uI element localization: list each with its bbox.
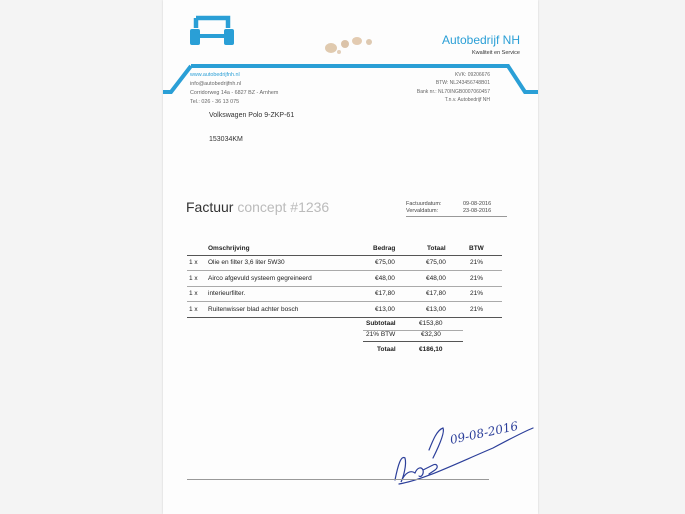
company-registration (417, 71, 490, 104)
row-vat: 21% (470, 259, 484, 266)
row-description: Olie en filter 3,6 liter 5W30 (208, 259, 285, 266)
row-qty: 1 x (189, 290, 198, 297)
row-total: €13,00 (426, 306, 446, 313)
row-vat: 21% (470, 306, 484, 313)
kvk-number: KVK: 09206676 (454, 72, 490, 78)
invoice-page (163, 0, 538, 514)
header-total: Totaal (427, 245, 446, 252)
row-description: Ruitenwisser blad achter bosch (208, 306, 299, 313)
invoice-title-text: Factuur (186, 199, 234, 215)
company-email: info@autobedrijfnh.nl (190, 81, 242, 87)
header-description: Omschrijving (208, 245, 250, 252)
row-amount: €48,00 (375, 275, 395, 282)
row-qty: 1 x (189, 275, 198, 282)
company-tagline: Kwaliteit en Service (472, 50, 520, 56)
row-amount: €13,00 (375, 306, 395, 313)
row-vat: 21% (470, 275, 484, 282)
company-website: www.autobedrijfnh.nl (190, 72, 240, 78)
bank-account-holder: T.n.v. Autobedrijf NH (444, 96, 490, 103)
total-value: €186,10 (419, 346, 443, 353)
row-total: €48,00 (426, 275, 446, 282)
dates-divider (406, 216, 507, 217)
table-row (187, 272, 502, 285)
row-description: interieurfilter. (208, 290, 246, 297)
btw-number: BTW: NL243456748B01 (435, 80, 490, 87)
invoice-date-label: Factuurdatum: (406, 201, 442, 207)
signature (393, 410, 538, 490)
table-row (187, 287, 502, 300)
row-divider (187, 270, 502, 271)
stain-marks (313, 30, 393, 60)
company-street: Corridorweg 14a - 6827 BZ - Arnhem (190, 90, 279, 96)
signature-date: 09-08-2016 (448, 418, 520, 447)
table-bottom-divider (187, 317, 502, 318)
footer-line (187, 479, 489, 480)
car-lift-icon (188, 12, 236, 48)
row-amount: €17,80 (375, 290, 395, 297)
header-vat: BTW (469, 245, 484, 252)
mileage: 153034KM (209, 136, 243, 143)
subtotal-value: €153,80 (419, 320, 443, 327)
bank-number: Bank nr.: NL70INGB0007060457 (416, 88, 490, 95)
invoice-date-value: 09-08-2016 (463, 201, 492, 207)
table-row (187, 303, 502, 316)
vat-label: 21% BTW (366, 331, 396, 338)
due-date-value: 23-08-2016 (463, 208, 492, 214)
due-date-label: Vervaldatum: (406, 208, 439, 214)
vehicle-info: Volkswagen Polo 9-ZKP-61 (209, 112, 295, 119)
row-divider (187, 301, 502, 302)
vat-value: €32,30 (421, 331, 441, 338)
invoice-title (186, 199, 329, 215)
row-total: €75,00 (426, 259, 446, 266)
company-name: Autobedrijf NH (441, 33, 520, 47)
table-row (187, 256, 502, 269)
row-description: Airco afgevuld systeem gegreineerd (208, 275, 312, 282)
subtotal-label: Subtotaal (366, 320, 396, 327)
header-amount: Bedrag (373, 245, 396, 252)
row-qty: 1 x (189, 259, 198, 266)
total-label: Totaal (377, 346, 396, 353)
row-amount: €75,00 (375, 259, 395, 266)
row-vat: 21% (470, 290, 484, 297)
company-address (190, 71, 278, 107)
row-qty: 1 x (189, 306, 198, 313)
row-total: €17,80 (426, 290, 446, 297)
vat-divider (363, 341, 463, 342)
invoice-concept: concept #1236 (237, 199, 330, 215)
company-phone: Tel.: 026 - 36 13 075 (190, 99, 240, 105)
